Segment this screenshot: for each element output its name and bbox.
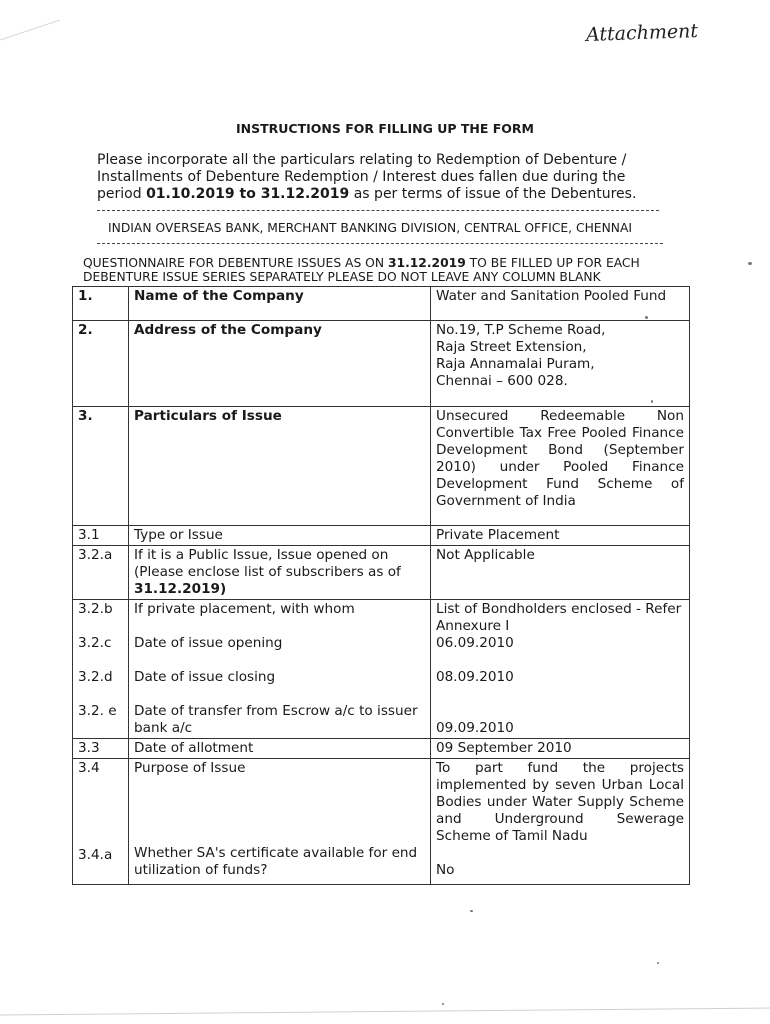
dashed-divider-top xyxy=(97,210,659,211)
table-row xyxy=(73,321,690,407)
row-label: Date of issue closing xyxy=(134,669,276,685)
table-row xyxy=(73,546,690,600)
row-label: Whether SA's certificate available for end utilization of funds? xyxy=(134,845,418,878)
address-line: Chennai – 600 028. xyxy=(436,373,568,389)
address-line: No.19, T.P Scheme Road, xyxy=(436,322,606,338)
row-value: 09 September 2010 xyxy=(431,739,690,759)
questionnaire-date: 31.12.2019 xyxy=(387,256,466,270)
row-value: 06.09.2010 xyxy=(436,635,514,651)
row-value: To part fund the projects implemented by seven Urban Local Bodies under Water Supply Scheme and Underground Sewerage Scheme of Tamil Nadu xyxy=(436,760,684,844)
row-label: Type or Issue xyxy=(129,526,431,546)
row-label: Date of issue opening xyxy=(134,635,283,651)
row-value: Unsecured Redeemable Non Convertible Tax Free Pooled Finance Development Bond (September 2010) under Pooled Finance Development Fund Scheme of Government of India xyxy=(431,407,690,526)
row-label: If private placement, with whom xyxy=(134,601,355,617)
row-number: 3. xyxy=(73,407,129,526)
row-number: 3.3 xyxy=(73,739,129,759)
row-value: List of Bondholders enclosed - Refer Annexure I xyxy=(436,601,682,634)
table-row xyxy=(73,407,690,526)
bank-line: INDIAN OVERSEAS BANK, MERCHANT BANKING DIVISION, CENTRAL OFFICE, CHENNAI xyxy=(108,221,633,235)
scan-speck xyxy=(645,316,648,319)
questionnaire-heading xyxy=(83,256,673,284)
row-label-date: 31.12.2019) xyxy=(134,581,227,597)
row-value: Water and Sanitation Pooled Fund xyxy=(431,287,690,321)
table-row xyxy=(73,759,690,885)
row-number-group xyxy=(73,600,129,739)
row-number: 3.2.b xyxy=(78,601,113,617)
row-label: Date of transfer from Escrow a/c to issuer bank a/c xyxy=(134,703,418,736)
row-label: Address of the Company xyxy=(129,321,431,407)
questionnaire-table xyxy=(72,286,690,885)
row-value: 09.09.2010 xyxy=(436,720,514,736)
page-title: INSTRUCTIONS FOR FILLING UP THE FORM xyxy=(236,121,534,136)
scan-speck xyxy=(470,910,473,912)
address-line: Raja Annamalai Puram, xyxy=(436,356,595,372)
row-label: Name of the Company xyxy=(129,287,431,321)
scan-speck xyxy=(651,400,653,403)
table-row xyxy=(73,287,690,321)
row-value: No xyxy=(436,862,455,878)
table-row xyxy=(73,526,690,546)
row-number-group xyxy=(73,759,129,885)
row-number: 3.1 xyxy=(73,526,129,546)
row-label: Date of allotment xyxy=(129,739,431,759)
row-label-group xyxy=(129,600,431,739)
row-number: 3.2.c xyxy=(78,635,112,651)
row-number: 3.2.d xyxy=(78,669,113,685)
row-number: 1. xyxy=(73,287,129,321)
row-value: 08.09.2010 xyxy=(436,669,514,685)
row-number: 3.4.a xyxy=(78,847,113,863)
table-row xyxy=(73,600,690,739)
handwritten-attachment-note: Attachment xyxy=(585,20,699,46)
intro-date-from: 01.10.2019 xyxy=(146,186,235,202)
intro-date-to: 31.12.2019 xyxy=(260,186,350,202)
address-line: Raja Street Extension, xyxy=(436,339,587,355)
intro-text-1: Please incorporate all the particulars relating to Redemption of Debenture / Installments of Debenture Redemption / Interest dues fallen due during the period xyxy=(97,152,627,202)
questionnaire-text-2: TO BE FILLED UP FOR EACH DEBENTURE ISSUE SERIES SEPARATELY PLEASE DO NOT LEAVE ANY COLUMN BLANK xyxy=(83,256,640,284)
row-label xyxy=(129,546,431,600)
scan-speck xyxy=(748,262,752,265)
dashed-divider-bottom xyxy=(97,243,663,244)
row-label-group xyxy=(129,759,431,885)
scan-speck xyxy=(657,962,659,964)
row-number: 3.2.a xyxy=(73,546,129,600)
table-row xyxy=(73,739,690,759)
row-value: Not Applicable xyxy=(431,546,690,600)
scan-speck xyxy=(442,1003,444,1005)
row-number: 3.2. e xyxy=(78,703,117,719)
intro-to: to xyxy=(234,186,261,202)
row-label: Purpose of Issue xyxy=(134,760,246,776)
row-value xyxy=(431,321,690,407)
intro-text-2: as per terms of issue of the Debentures. xyxy=(349,186,637,202)
row-value-group xyxy=(431,600,690,739)
row-label: Particulars of Issue xyxy=(129,407,431,526)
row-number: 3.4 xyxy=(78,760,100,776)
row-label-text: If it is a Public Issue, Issue opened on (Please enclose list of subscribers as of xyxy=(134,547,401,580)
row-value-group xyxy=(431,759,690,885)
row-number: 2. xyxy=(73,321,129,407)
intro-paragraph xyxy=(97,152,657,203)
row-value: Private Placement xyxy=(431,526,690,546)
questionnaire-text-1: QUESTIONNAIRE FOR DEBENTURE ISSUES AS ON xyxy=(83,256,388,270)
